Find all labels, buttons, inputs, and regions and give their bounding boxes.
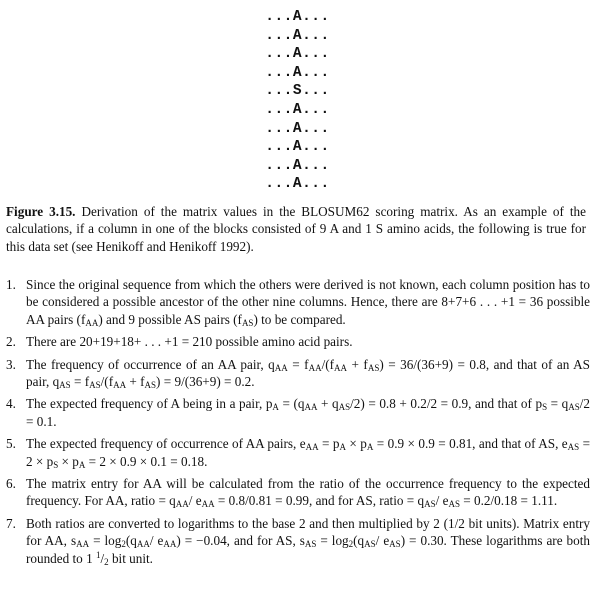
list-item <box>0 475 590 510</box>
step-number: 3. <box>6 356 16 372</box>
step-text: = 0.2/0.18 = 1.11. <box>459 493 558 509</box>
subscript: AA <box>201 499 215 510</box>
step-number: 6. <box>6 476 16 492</box>
step-text: /(f <box>100 374 114 390</box>
alignment-row: ...A... <box>265 157 330 174</box>
alignment-row: ...A... <box>265 139 330 156</box>
step-text: = 2 × 0.9 × 0.1 = 0.18. <box>85 453 208 469</box>
step-text: (q <box>125 533 137 549</box>
subscript: A <box>78 459 86 470</box>
step-text: = f <box>70 374 90 390</box>
list-item <box>0 515 590 567</box>
step-text: The expected frequency of A being in a pair, p <box>26 396 273 412</box>
subscript: A <box>272 402 279 413</box>
subscript: AA <box>85 317 99 328</box>
step-text: + f <box>347 356 368 372</box>
step-text: = 0.9 × 0.9 = 0.81, and that of AS, e <box>373 436 568 452</box>
subscript: AS <box>424 499 436 510</box>
step-text: ) = 36/(36+9) = 0.8, and that of an AS pair, q <box>26 356 590 390</box>
step-text: / e <box>188 493 202 509</box>
subscript: AA <box>274 362 288 373</box>
figure-label: Figure 3.15. <box>6 204 76 219</box>
step-text: The matrix entry for AA will be calculated from the ratio of the occurrence frequency to the expected frequency. For AA, ratio = q <box>26 476 590 509</box>
step-text: / e <box>149 533 164 549</box>
step-text: ) = 0.30. These logarithms are both rounded to 1 <box>26 533 590 566</box>
figure-caption <box>6 203 586 255</box>
superscript: 1 <box>95 549 101 560</box>
step-number: 1. <box>6 277 16 292</box>
subscript: 2 <box>104 556 109 567</box>
step-text: = 2 × p <box>26 436 591 469</box>
step-text: ) = 9/(36+9) = 0.2. <box>156 374 255 390</box>
subscript: AA <box>175 499 189 510</box>
subscript: AA <box>334 362 348 373</box>
subscript: AS <box>568 402 580 413</box>
step-text: / e <box>375 533 390 549</box>
step-text: / e <box>435 493 449 509</box>
subscript: AS <box>89 380 101 391</box>
step-number: 7. <box>6 515 16 531</box>
subscript: 2 <box>121 539 126 550</box>
subscript: AS <box>567 442 580 453</box>
step-text: = (q <box>278 396 305 412</box>
step-text: ) = −0.04, and for AS, s <box>176 533 305 549</box>
list-item <box>0 435 590 470</box>
sequence-alignment <box>0 8 595 194</box>
step-text: /2 = 0.1. <box>26 396 591 429</box>
alignment-row: ...A... <box>265 9 330 25</box>
subscript: A <box>339 442 346 453</box>
alignment-row: ...A... <box>265 120 330 137</box>
subscript: AS <box>338 402 351 413</box>
list-item <box>0 395 590 430</box>
subscript: S <box>53 459 59 470</box>
subscript: AA <box>113 380 127 391</box>
alignment-row: ...A... <box>265 27 330 44</box>
step-text: /2) = 0.8 + 0.2/2 = 0.9, and that of p <box>350 396 543 412</box>
caption-text: Derivation of the matrix values in the BLOSUM62 scoring matrix. As an example of the calculations, if a column in one of the blocks consisted of 9 A and 1 S amino acids, the following is true for this data set (see Henikoff and Henikoff 1992). <box>6 204 586 254</box>
step-text: The frequency of occurrence of an AA pair, q <box>26 356 275 372</box>
subscript: AS <box>367 362 380 373</box>
alignment-row: ...A... <box>265 101 330 118</box>
step-text: Both ratios are converted to logarithms to the base 2 and then multiplied by 2 (1/2 bit units). Matrix entry for AA, s <box>26 515 590 549</box>
step-text: The expected frequency of occurrence of AA pairs, e <box>26 436 306 452</box>
step-text: + f <box>126 374 145 390</box>
subscript: AS <box>364 539 376 550</box>
alignment-row: ...A... <box>265 46 330 63</box>
alignment-row: ...S... <box>265 83 330 100</box>
step-text: ) to be compared. <box>253 311 346 327</box>
step-text: = q <box>547 396 569 412</box>
subscript: AA <box>76 539 90 550</box>
alignment-row: ...A... <box>265 64 330 81</box>
step-number: 4. <box>6 396 16 412</box>
step-text: = log <box>89 533 122 549</box>
calculation-steps <box>0 276 590 572</box>
step-number: 5. <box>6 436 16 452</box>
subscript: S <box>542 402 548 413</box>
alignment-row: ...A... <box>265 176 330 193</box>
subscript: A <box>366 442 374 453</box>
step-text: bit unit. <box>108 550 153 566</box>
subscript: AS <box>389 539 401 550</box>
subscript: AS <box>241 317 254 328</box>
step-text: = 0.8/0.81 = 0.99, and for AS, ratio = q <box>214 493 425 509</box>
subscript: AS <box>304 539 317 550</box>
step-text: = f <box>287 356 309 372</box>
subscript: AS <box>59 380 71 391</box>
step-text: There are 20+19+18+ . . . +1 = 210 possible amino acid pairs. <box>26 334 353 350</box>
list-item <box>0 276 590 328</box>
subscript: AA <box>305 442 319 453</box>
step-text: = log <box>316 533 349 549</box>
step-text: / <box>100 550 105 566</box>
subscript: AA <box>136 539 150 550</box>
list-item <box>0 333 590 350</box>
step-text: /(f <box>321 356 335 372</box>
step-text: × p <box>345 436 367 452</box>
subscript: AS <box>448 499 460 510</box>
step-number: 2. <box>6 334 16 350</box>
step-text: = p <box>318 436 340 452</box>
step-text: + q <box>317 396 339 412</box>
subscript: AS <box>144 380 157 391</box>
subscript: AA <box>304 402 318 413</box>
list-item <box>0 356 590 391</box>
step-text: (q <box>353 533 365 549</box>
step-text: × p <box>58 453 79 469</box>
step-text: Since the original sequence from which the others were derived is not known, each column position has to be considered a possible ancestor of the other nine columns. Hence, there are 8+7+6 . . . +1 = 36 possible AA pairs (f <box>26 277 590 327</box>
subscript: 2 <box>348 539 354 550</box>
step-text: ) and 9 possible AS pairs (f <box>98 311 242 327</box>
subscript: AA <box>308 362 322 373</box>
subscript: AA <box>163 539 177 550</box>
